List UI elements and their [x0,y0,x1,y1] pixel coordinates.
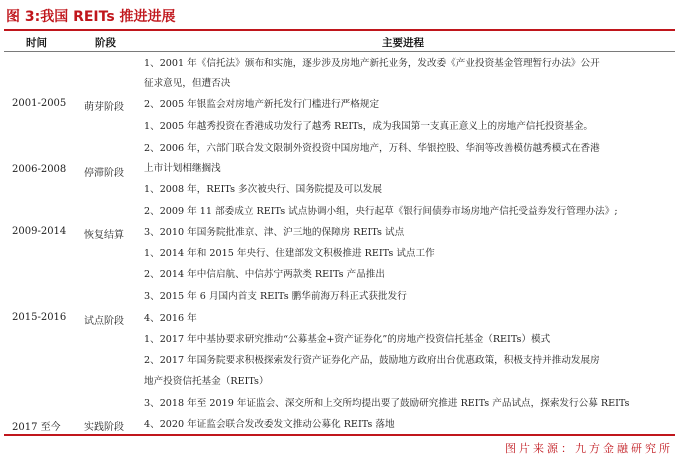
period-2009-2014: 2009-2014 [12,226,67,237]
progress-line: 征求意见，但遭否决 [144,78,231,89]
stage-pilot: 试点阶段 [84,316,124,327]
stage-recovery: 恢复结算 [84,230,124,241]
stage-practice: 实践阶段 [84,422,124,433]
progress-line: 3、2010 年国务院批准京、津、沪三地的保障房 REITs 试点 [144,227,405,238]
progress-line: 地产投资信托基金（REITs） [144,376,269,387]
progress-line: 1、2017 年中基协要求研究推动“公募基金+资产证券化”的房地产投资信托基金（REITs）模式 [144,334,551,345]
progress-line: 2、2017 年国务院要求积极探索发行资产证券化产品，鼓励地方政府出台优惠政策，积极支持并推动发展房 [144,355,600,366]
progress-line: 4、2016 年 [144,313,197,324]
progress-line: 2、2006 年，六部门联合发文限制外资投资中国房地产，万科、华银控股、华润等改善模仿越秀模式在香港 [144,143,600,154]
period-2015-2016: 2015-2016 [12,312,67,323]
stage-budding: 萌芽阶段 [84,102,124,113]
progress-line: 1、2014 年和 2015 年央行、住建部发文积极推进 REITs 试点工作 [144,248,435,259]
progress-line: 2、2009 年 11 部委成立 REITs 试点协调小组，央行起草《银行间债券市场房地产信托受益券发行管理办法》; [144,206,618,217]
header-progress: 主要进程 [382,37,424,49]
period-2001-2005: 2001-2005 [12,98,67,109]
progress-line: 2、2005 年银监会对房地产新托发行门槛进行严格规定 [144,99,380,110]
period-2017-now: 2017 至今 [12,422,61,433]
progress-line: 上市计划相继搁浅 [144,163,221,174]
header-stage: 阶段 [95,37,116,49]
source-note: 图片来源：九方金融研究所 [505,442,673,455]
header-rule [4,51,675,52]
progress-line: 1、2001 年《信托法》颁布和实施，逐步涉及房地产新托业务，发改委《产业投资基金管理暂行办法》公开 [144,58,600,69]
title-rule [4,29,675,31]
period-2006-2008: 2006-2008 [12,164,67,175]
progress-line: 1、2008 年，REITs 多次被央行、国务院提及可以发展 [144,184,382,195]
progress-line: 4、2020 年证监会联合发改委发文推动公募化 REITs 落地 [144,419,395,430]
progress-line: 3、2018 年至 2019 年证监会、深交所和上交所均提出要了鼓励研究推进 REITs 产品试点，探索发行公募 REITs [144,398,630,409]
stage-stagnation: 停滞阶段 [84,168,124,179]
figure-title: 图 3:我国 REITs 推进进展 [6,9,176,25]
bottom-rule [4,434,675,436]
progress-line: 2、2014 年中信启航、中信苏宁两款类 REITs 产品推出 [144,269,385,280]
progress-line: 3、2015 年 6 月国内首支 REITs 鹏华前海万科正式获批发行 [144,291,407,302]
progress-line: 1、2005 年越秀投资在香港成功发行了越秀 REITs，成为我国第一支真正意义上的房地产信托投资基金。 [144,121,594,132]
header-time: 时间 [26,37,47,49]
